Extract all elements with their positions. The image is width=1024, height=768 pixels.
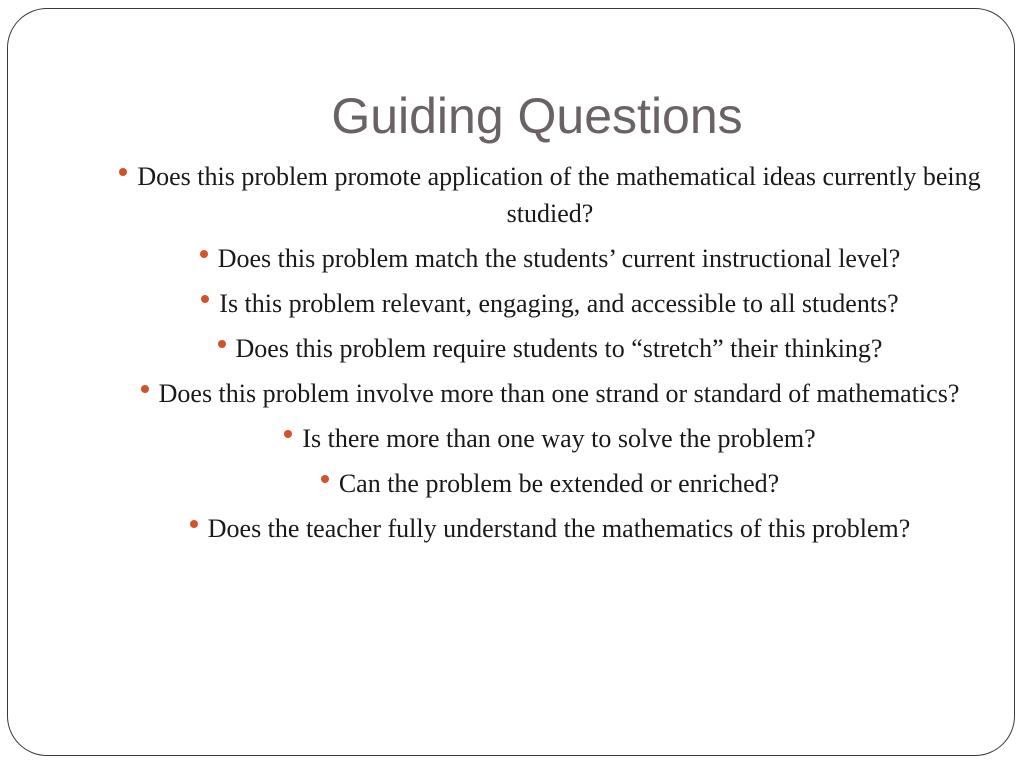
list-item — [100, 465, 1000, 502]
list-item-text: Is this problem relevant, engaging, and accessible to all students? — [219, 289, 899, 318]
bullet-icon — [141, 385, 149, 393]
list-item — [100, 285, 1000, 322]
list-item-text: Does this problem promote application of the mathematical ideas currently being studied? — [137, 162, 981, 228]
bullet-icon — [218, 340, 226, 348]
bullet-icon — [119, 168, 127, 176]
list-item-text: Can the problem be extended or enriched? — [338, 469, 780, 498]
list-item-text: Does this problem require students to “stretch” their thinking? — [235, 334, 883, 363]
list-item-text: Does the teacher fully understand the mathematics of this problem? — [207, 514, 911, 543]
list-item-text: Is there more than one way to solve the problem? — [302, 424, 816, 453]
list-item — [100, 375, 1000, 412]
list-item — [100, 240, 1000, 277]
list-item — [100, 330, 1000, 367]
bullet-icon — [190, 520, 198, 528]
list-item — [100, 158, 1000, 232]
bullet-icon — [200, 250, 208, 258]
bullet-list — [100, 158, 1000, 555]
bullet-icon — [201, 295, 209, 303]
bullet-icon — [321, 475, 329, 483]
list-item — [100, 510, 1000, 547]
list-item-text: Does this problem match the students’ current instructional level? — [217, 244, 901, 273]
list-item — [100, 420, 1000, 457]
bullet-icon — [284, 430, 292, 438]
slide-title: Guiding Questions — [331, 88, 743, 144]
list-item-text: Does this problem involve more than one strand or standard of mathematics? — [158, 379, 960, 408]
